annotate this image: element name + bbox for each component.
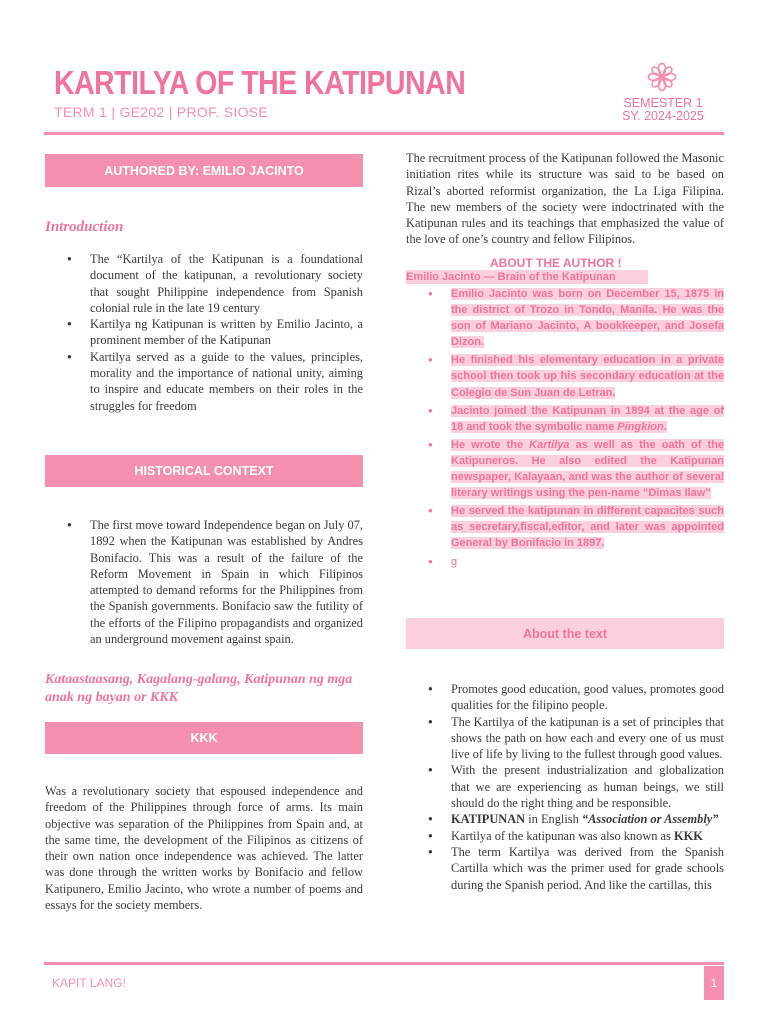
about-author-heading: ABOUT THE AUTHOR ! xyxy=(490,256,622,270)
list-item: ● The term Kartilya was derived from the Spanish Cartilla which was the primer used for grade schools during the Spanish period. And like the cartillas, this xyxy=(406,844,724,893)
list-item: ● Kartilya ng Katipunan is written by Emilio Jacinto, a prominent member of the Katipunan xyxy=(45,316,363,349)
about-the-text-list xyxy=(406,681,724,893)
list-item-text: as well as the oath of the Katipuneros. He also edited the Katipunan newspaper, Kalayaan, and was the author of several literary writings using the pen-name “Dimas Ilaw” xyxy=(451,438,724,500)
page-number: 1 xyxy=(704,966,724,1000)
list-item xyxy=(406,554,724,570)
list-item xyxy=(406,352,724,400)
list-item: ● The Kartilya of the katipunan is a set of principles that shows the path on how each and every one of us must live of life by living to the fullest through good values. xyxy=(406,714,724,763)
footer-divider xyxy=(44,962,724,965)
recruitment-paragraph: The recruitment process of the Katipunan followed the Masonic initiation rites while its structure was said to be based on Rizal’s aborted reformist organization, the La Liga Filipina. The new members of the society were indoctrinated with the Katipunan rules and its teachings that emphasized the value of the love of one’s country and fellow Filipinos. xyxy=(406,151,724,247)
list-item xyxy=(406,828,724,844)
list-item xyxy=(406,811,724,827)
list-item-text: g xyxy=(451,555,458,568)
katipunan-term: KATIPUNAN xyxy=(451,812,526,827)
list-item xyxy=(406,403,724,435)
author-subheading: Emilio Jacinto — Brain of the Katipunan xyxy=(406,270,648,284)
kkk-term: KKK xyxy=(673,828,703,843)
kartilya-term: Kartilya xyxy=(529,438,570,451)
introduction-heading: Introduction xyxy=(45,219,124,235)
kkk-heading: Kataastaasang, Kagalang-galang, Katipunan ng mga anak ng bayan or KKK xyxy=(45,672,353,705)
list-item: ● Kartilya served as a guide to the values, principles, morality and the importance of national unity, aiming to inspire and educate members on their roles in the struggles for freedom xyxy=(45,349,363,414)
list-item xyxy=(406,503,724,551)
flower-icon xyxy=(647,62,677,92)
list-item-text: He served the katipunan in different capacites such as secretary,fiscal,editor, and later was appointed General by Bonifacio in 1897. xyxy=(451,505,724,550)
school-year-label: SY. 2024-2025 xyxy=(622,109,704,123)
list-item-text: . xyxy=(663,420,667,433)
document-title: KARTILYA OF THE KATIPUNAN xyxy=(54,64,466,101)
authored-by-banner: AUTHORED BY: EMILIO JACINTO xyxy=(45,154,363,187)
list-item-text: He finished his elementary education in a private school then took up his secondary education at the Colegio de Sun Juan de Letran. xyxy=(451,354,724,399)
list-item: ● The “Kartilya of the Katipunan is a foundational document of the katipunan, a revolutionary society that sought Philippine independence from Spanish colonial rule in the late 19 century xyxy=(45,251,363,316)
kkk-paragraph: Was a revolutionary society that espoused independence and freedom of the Philippines through force of arms. Its main objective was separation of the Philippines from Spain and, at the same time, the development of the Filipinos as citizens of their own nation once independence was achieved. The latter was done through the written works by Bonifacio and fellow Katipunero, Emilio Jacinto, who wrote a number of poems and essays for the society members. xyxy=(45,784,363,913)
historical-context-banner: HISTORICAL CONTEXT xyxy=(45,455,363,487)
translation-term: “Association or Assembly” xyxy=(581,812,719,827)
kkk-banner: KKK xyxy=(45,722,363,754)
course-subtitle: TERM 1 | GE202 | PROF. SIOSE xyxy=(54,104,269,120)
semester-label: SEMESTER 1 xyxy=(623,96,703,110)
historical-context-list xyxy=(45,517,363,647)
author-list xyxy=(406,286,724,572)
list-item-text: Emilio Jacinto was born on December 15, 1875 in the district of Trozo in Tondo, Manila. He was the son of Mariano Jacinto, A bookkeeper, and Josefa Dizon. xyxy=(451,288,724,349)
list-item xyxy=(406,437,724,501)
list-item-text: Kartilya of the katipunan was also known as xyxy=(451,828,674,843)
list-item: ● Promotes good education, good values, promotes good qualities for the filipino people. xyxy=(406,681,724,714)
symbolic-name: Pingkion xyxy=(617,420,664,433)
about-the-text-banner: About the text xyxy=(406,618,724,649)
introduction-list xyxy=(45,251,363,414)
list-item-text: Jacinto joined the Katipunan in 1894 at the age of 18 and took the symbolic name xyxy=(451,404,724,433)
header-divider xyxy=(44,132,724,135)
semester-info xyxy=(608,97,718,123)
list-item-text: in English xyxy=(525,812,582,827)
footer-text: KAPIT LANG! xyxy=(52,976,126,990)
list-item-text: He wrote the xyxy=(451,438,530,451)
list-item: ● With the present industrialization and globalization that we are experiencing as human beings, we still should do the right thing and be responsible. xyxy=(406,762,724,811)
list-item xyxy=(406,286,724,350)
list-item: ● The first move toward Independence began on July 07, 1892 when the Katipunan was established by Andres Bonifacio. This was a result of the failure of the Reform Movement in Spain in which Filipinos attempted to demand reforms for the Philippines from the Spanish governments. Bonifacio saw the futility of the efforts of the Filipino propagandists and organized an underground movement against spain. xyxy=(45,517,363,647)
